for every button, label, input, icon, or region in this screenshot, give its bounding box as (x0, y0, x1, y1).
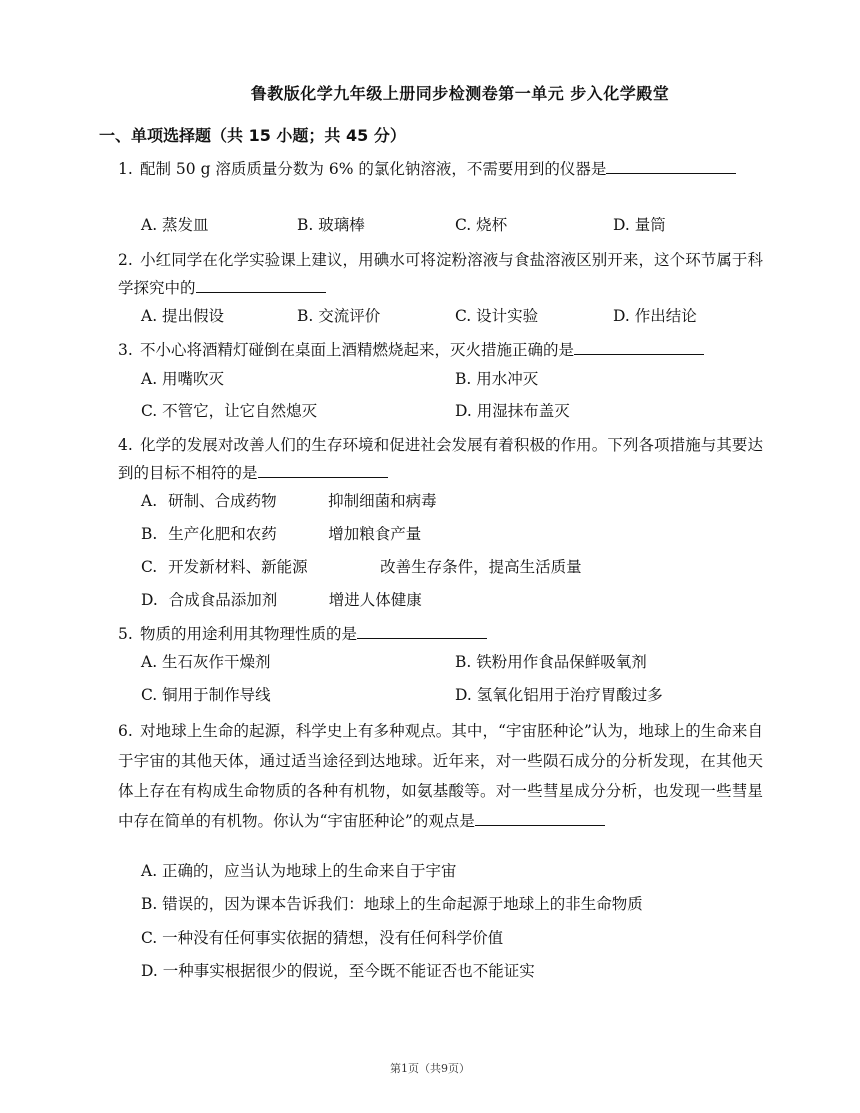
question-stem: 化学的发展对改善人们的生存环境和促进社会发展有着积极的作用。下列各项措施与其要达到的目标不相符的是 (118, 436, 763, 482)
question-number: 5. (118, 625, 133, 643)
option-b (141, 523, 421, 545)
option-d: D. 量筒 (613, 216, 666, 234)
question-2 (118, 246, 763, 302)
option-a: A. 提出假设 (141, 307, 225, 325)
question-stem: 小红同学在化学实验课上建议，用碘水可将淀粉溶液与食盐溶液区别开来，这个环节属于科学探究中的 (118, 251, 763, 297)
option-a: A. 蒸发皿 (141, 216, 209, 234)
option-c: C. 一种没有任何事实依据的猜想，没有任何科学价值 (141, 929, 504, 947)
question-stem: 不小心将酒精灯碰倒在桌面上酒精燃烧起来，灭火措施正确的是 (140, 341, 575, 359)
option-b: B. 用水冲灭 (455, 370, 539, 388)
question-5 (118, 620, 763, 648)
option-measure: 生产化肥和农药 (168, 525, 277, 543)
answer-blank (574, 338, 704, 355)
option-goal: 增加粮食产量 (328, 525, 422, 543)
option-letter: D. (141, 591, 158, 609)
question-number: 2. (118, 251, 133, 269)
page-footer: 第1页（共9页） (390, 1062, 470, 1075)
answer-blank (606, 157, 736, 174)
question-number: 6. (118, 722, 133, 740)
option-measure: 开发新材料、新能源 (168, 558, 308, 576)
option-a (141, 490, 437, 512)
option-d: D. 氢氧化铝用于治疗胃酸过多 (455, 686, 663, 704)
option-d: D. 一种事实根据很少的假说，至今既不能证否也不能证实 (141, 962, 535, 980)
answer-blank (258, 461, 388, 478)
option-a: A. 生石灰作干燥剂 (141, 653, 271, 671)
option-b: B. 错误的，因为课本告诉我们：地球上的生命起源于地球上的非生命物质 (141, 895, 643, 913)
option-c: C. 烧杯 (455, 216, 508, 234)
question-stem: 对地球上生命的起源，科学史上有多种观点。其中，“宇宙胚种论”认为，地球上的生命来自于宇宙的其他天体，通过适当途径到达地球。近年来，对一些陨石成分的分析发现，在其他天体上存在有构成生命物质的各种有机物，如氨基酸等。对一些彗星成分分析，也发现一些彗星中存在简单的有机物。你认为“宇宙胚种论”的观点是 (118, 722, 763, 830)
option-letter: A. (141, 492, 158, 510)
option-d: D. 作出结论 (613, 307, 697, 325)
option-d (141, 589, 422, 611)
option-c: C. 设计实验 (455, 307, 539, 325)
option-goal: 增进人体健康 (328, 591, 422, 609)
question-3 (118, 336, 763, 364)
section-heading: 一、单项选择题（共 15 小题；共 45 分） (99, 126, 406, 145)
option-b: B. 交流评价 (297, 307, 381, 325)
option-goal: 抑制细菌和病毒 (328, 492, 437, 510)
question-6 (118, 716, 763, 836)
answer-blank (196, 276, 326, 293)
option-c: C. 铜用于制作导线 (141, 686, 271, 704)
option-measure: 合成食品添加剂 (168, 591, 278, 609)
question-1 (118, 155, 763, 183)
question-number: 3. (118, 341, 133, 359)
option-letter: C. (141, 558, 158, 576)
option-d: D. 用湿抹布盖灭 (455, 402, 570, 420)
option-c: C. 不管它，让它自然熄灭 (141, 402, 318, 420)
page-title: 鲁教版化学九年级上册同步检测卷第一单元 步入化学殿堂 (250, 84, 670, 103)
option-a: A. 用嘴吹灭 (141, 370, 225, 388)
answer-blank (357, 622, 487, 639)
option-measure: 研制、合成药物 (168, 492, 277, 510)
question-number: 4. (118, 436, 133, 454)
option-c (141, 556, 582, 578)
option-a: A. 正确的，应当认为地球上的生命来自于宇宙 (141, 862, 457, 880)
question-stem: 配制 50 g 溶质质量分数为 6% 的氯化钠溶液，不需要用到的仪器是 (140, 160, 607, 178)
answer-blank (475, 809, 605, 826)
option-b: B. 铁粉用作食品保鲜吸氧剂 (455, 653, 647, 671)
option-letter: B. (141, 525, 158, 543)
question-stem: 物质的用途利用其物理性质的是 (140, 625, 358, 643)
question-4 (118, 431, 763, 487)
option-goal: 改善生存条件，提高生活质量 (380, 558, 582, 576)
option-b: B. 玻璃棒 (297, 216, 365, 234)
question-number: 1. (118, 160, 133, 178)
